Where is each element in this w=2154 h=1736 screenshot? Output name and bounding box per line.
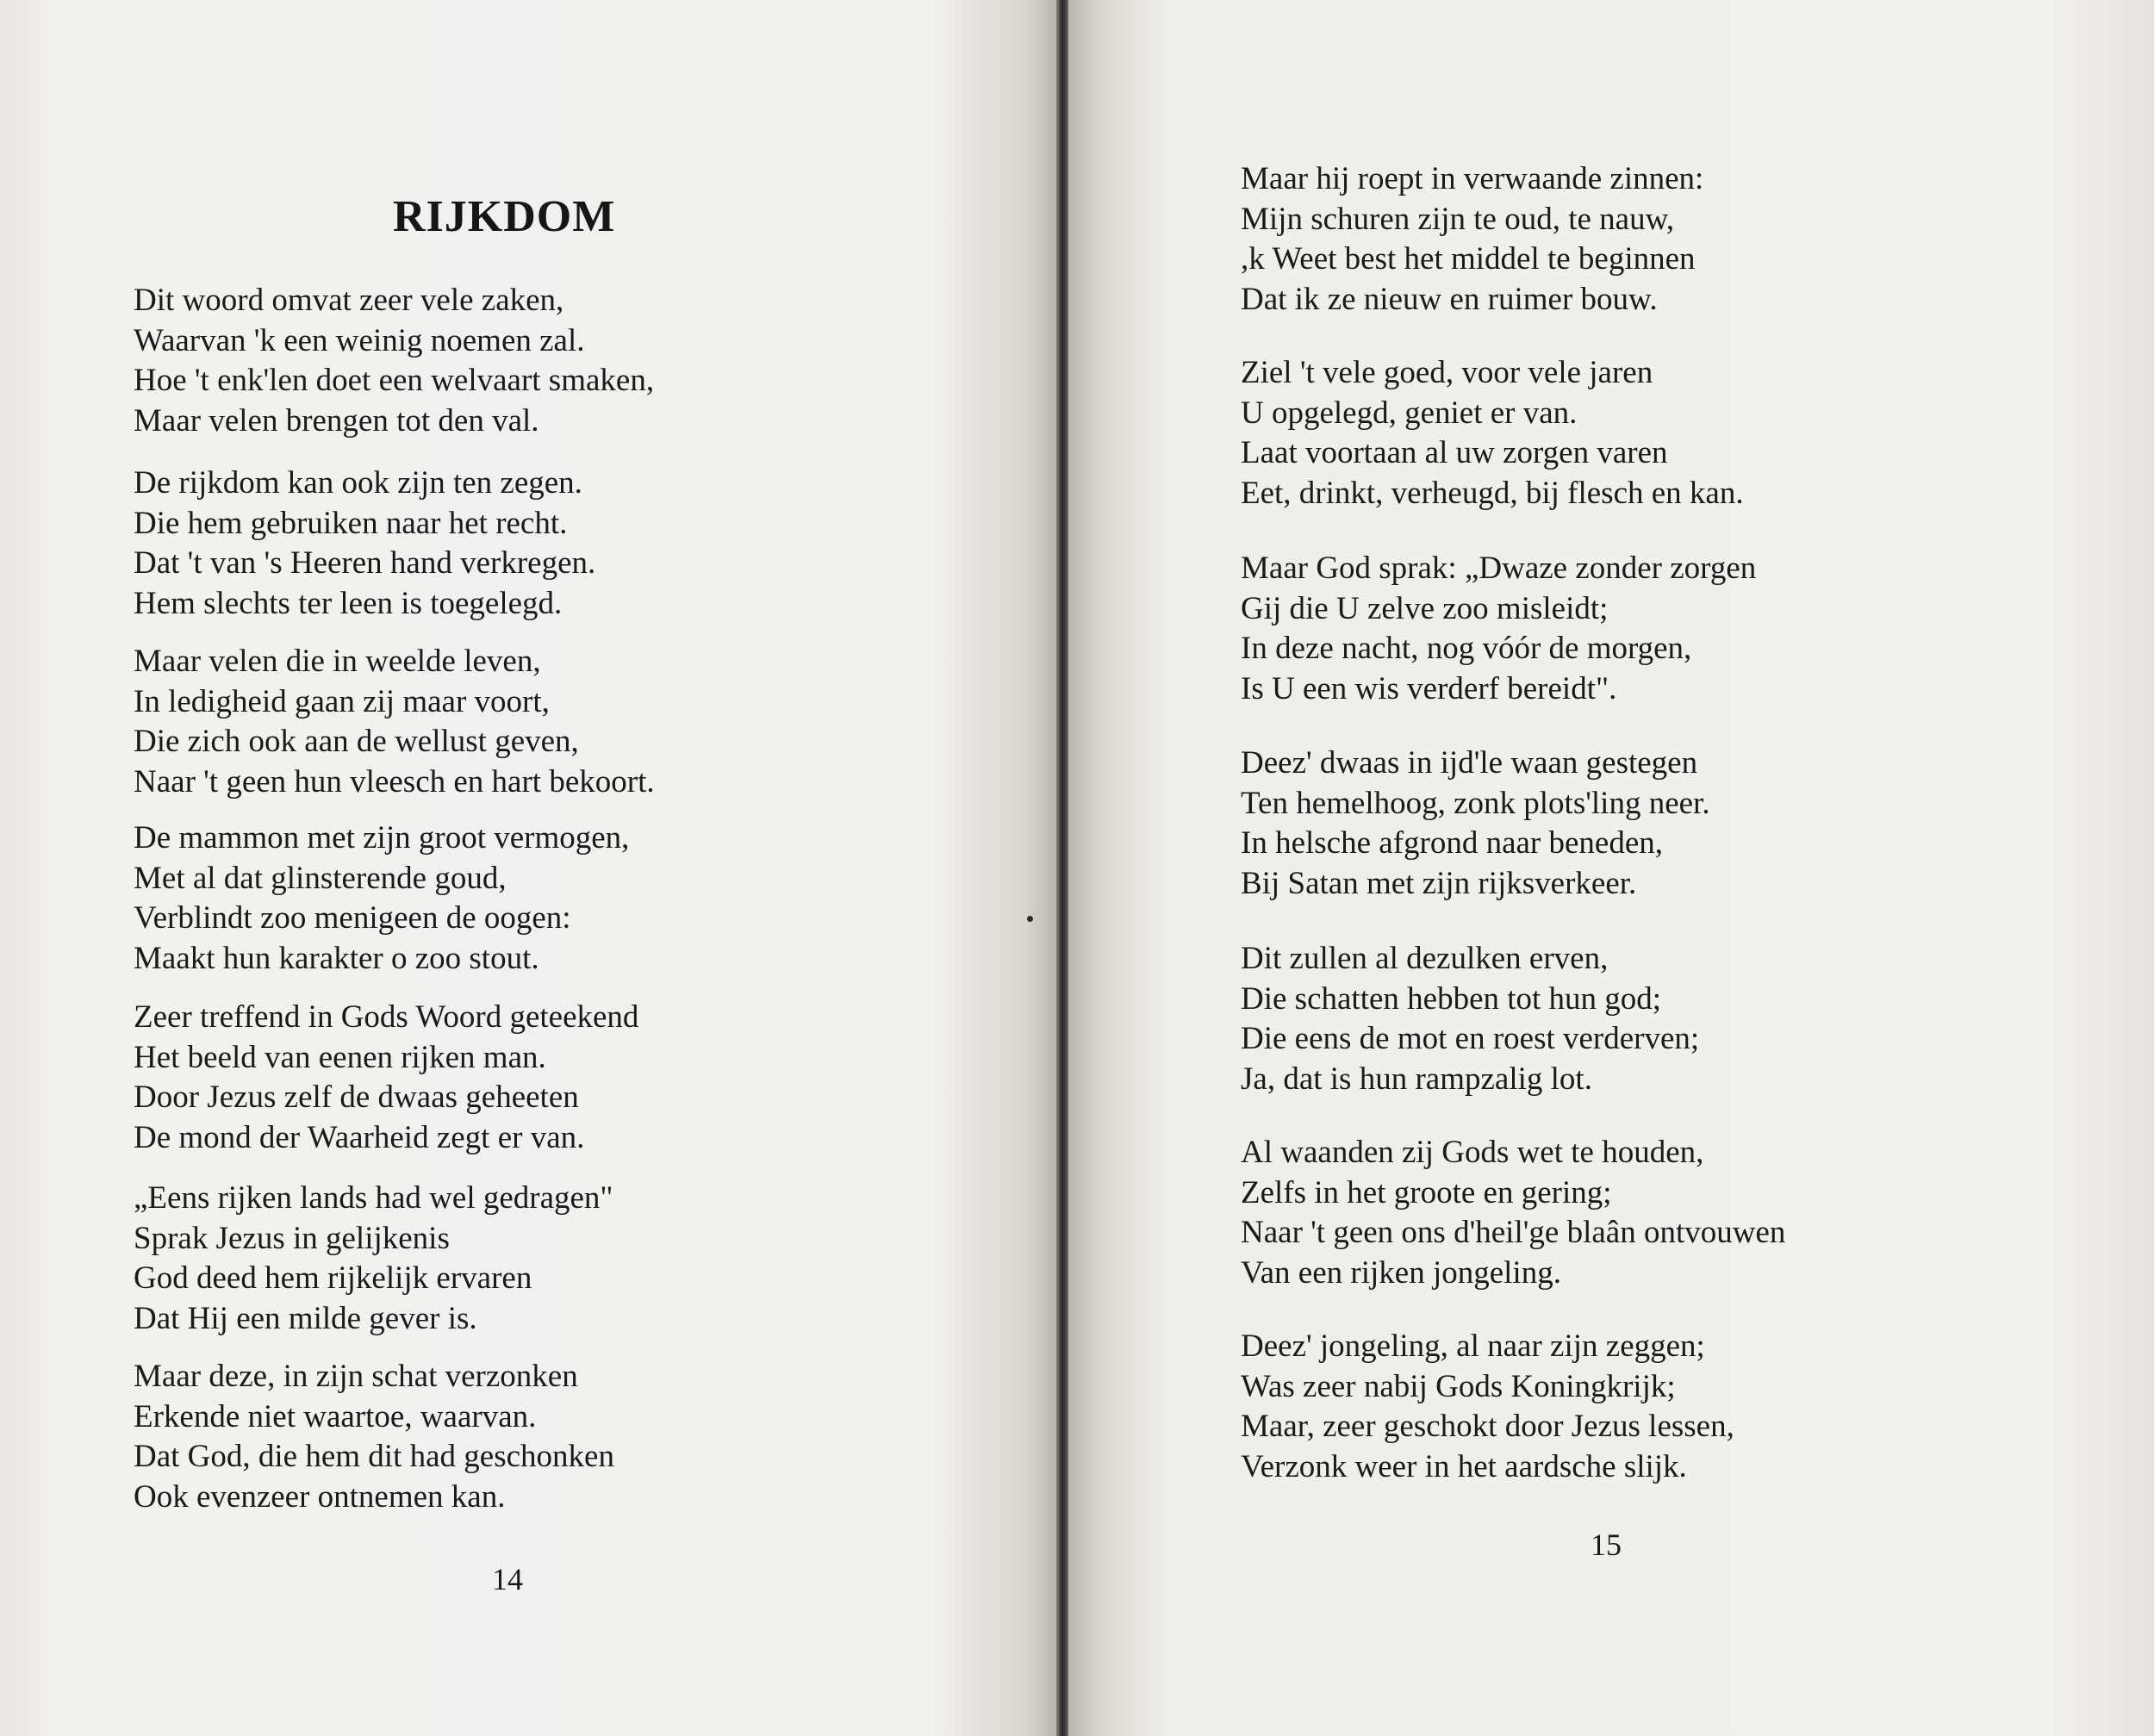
right-page bbox=[1068, 0, 2154, 1736]
poem-line: Laat voortaan al uw zorgen varen bbox=[1241, 435, 1668, 470]
poem-line: Verzonk weer in het aardsche slijk. bbox=[1241, 1448, 1687, 1484]
poem-line: Maar, zeer geschokt door Jezus lessen, bbox=[1241, 1409, 1734, 1444]
poem-line: Maar deze, in zijn schat verzonken bbox=[134, 1359, 578, 1394]
left-stanza-4 bbox=[134, 818, 629, 979]
left-stanza-5 bbox=[134, 998, 638, 1158]
poem-line: Dat God, die hem dit had geschonken bbox=[134, 1439, 614, 1474]
poem-line: ,k Weet best het middel te beginnen bbox=[1241, 241, 1696, 277]
left-stanza-7 bbox=[134, 1357, 614, 1517]
poem-line: Hem slechts ter leen is toegelegd. bbox=[134, 585, 563, 621]
right-stanza-6 bbox=[1241, 1133, 1785, 1293]
right-stanza-1 bbox=[1241, 159, 1703, 320]
page-number-right: 15 bbox=[1591, 1528, 1622, 1562]
left-stanza-6 bbox=[134, 1179, 613, 1339]
poem-line: Dit woord omvat zeer vele zaken, bbox=[134, 283, 564, 318]
left-page bbox=[0, 0, 1058, 1736]
poem-line: Gij die U zelve zoo misleidt; bbox=[1241, 590, 1609, 626]
poem-line: Mijn schuren zijn te oud, te nauw, bbox=[1241, 201, 1675, 237]
poem-line: Eet, drinkt, verheugd, bij flesch en kan. bbox=[1241, 475, 1744, 511]
right-stanza-7 bbox=[1241, 1327, 1734, 1487]
poem-line: Maar velen brengen tot den val. bbox=[134, 402, 539, 439]
poem-line: Maakt hun karakter o zoo stout. bbox=[134, 940, 539, 976]
poem-line: Sprak Jezus in gelijkenis bbox=[134, 1220, 450, 1256]
poem-line: Maar velen die in weelde leven, bbox=[134, 644, 541, 679]
poem-line: Dat ik ze nieuw en ruimer bouw. bbox=[1241, 281, 1658, 317]
poem-line: Van een rijken jongeling. bbox=[1241, 1254, 1561, 1291]
poem-line: De rijkdom kan ook zijn ten zegen. bbox=[134, 465, 582, 501]
poem-line: Zeer treffend in Gods Woord geteekend bbox=[134, 999, 639, 1035]
poem-line: Door Jezus zelf de dwaas geheeten bbox=[134, 1080, 579, 1115]
right-stanza-5 bbox=[1241, 939, 1699, 1099]
poem-line: De mond der Waarheid zegt er van. bbox=[134, 1119, 585, 1155]
poem-line: Maar hij roept in verwaande zinnen: bbox=[1241, 161, 1704, 196]
poem-line: Zelfs in het groote en gering; bbox=[1241, 1174, 1612, 1210]
page-number-left: 14 bbox=[492, 1562, 523, 1596]
poem-line: Die hem gebruiken naar het recht. bbox=[134, 505, 568, 541]
poem-line: Naar 't geen ons d'heil'ge blaân ontvouwen bbox=[1241, 1215, 1786, 1250]
poem-line: „Eens rijken lands had wel gedragen" bbox=[134, 1180, 613, 1216]
poem-line: Was zeer nabij Gods Koningkrijk; bbox=[1241, 1368, 1676, 1404]
poem-line: Deez' jongeling, al naar zijn zeggen; bbox=[1241, 1328, 1705, 1364]
poem-line: Hoe 't enk'len doet een welvaart smaken, bbox=[134, 363, 655, 398]
poem-line: Het beeld van eenen rijken man. bbox=[134, 1039, 546, 1075]
left-stanza-2 bbox=[134, 464, 595, 624]
right-stanza-2 bbox=[1241, 353, 1744, 513]
poem-line: De mammon met zijn groot vermogen, bbox=[134, 820, 630, 856]
left-stanza-1 bbox=[134, 281, 654, 441]
poem-line: Bij Satan met zijn rijksverkeer. bbox=[1241, 865, 1637, 901]
poem-line: Al waanden zij Gods wet te houden, bbox=[1241, 1135, 1704, 1170]
poem-line: Met al dat glinsterende goud, bbox=[134, 860, 507, 896]
poem-line: Is U een wis verderf bereidt". bbox=[1241, 670, 1617, 706]
poem-line: In deze nacht, nog vóór de morgen, bbox=[1241, 631, 1692, 666]
poem-line: Verblindt zoo menigeen de oogen: bbox=[134, 900, 571, 936]
poem-line: Deez' dwaas in ijd'le waan gestegen bbox=[1241, 745, 1698, 781]
poem-line: Erkende niet waartoe, waarvan. bbox=[134, 1398, 537, 1434]
poem-title: RIJKDOM bbox=[393, 192, 616, 241]
poem-line: Dat Hij een milde gever is. bbox=[134, 1300, 477, 1336]
poem-line: Die eens de mot en roest verderven; bbox=[1241, 1021, 1700, 1056]
poem-line: God deed hem rijkelijk ervaren bbox=[134, 1260, 532, 1296]
poem-line: Ziel 't vele goed, voor vele jaren bbox=[1241, 355, 1653, 390]
poem-line: Dit zullen al dezulken erven, bbox=[1241, 941, 1609, 976]
poem-line: In ledigheid gaan zij maar voort, bbox=[134, 683, 550, 719]
poem-line: In helsche afgrond naar beneden, bbox=[1241, 825, 1664, 861]
right-stanza-3 bbox=[1241, 549, 1756, 709]
poem-line: Dat 't van 's Heeren hand verkregen. bbox=[134, 545, 596, 581]
poem-line: U opgelegd, geniet er van. bbox=[1241, 395, 1578, 431]
left-stanza-3 bbox=[134, 642, 655, 802]
poem-line: Die schatten hebben tot hun god; bbox=[1241, 980, 1662, 1017]
right-stanza-4 bbox=[1241, 744, 1710, 904]
paper-speck bbox=[1027, 916, 1033, 922]
poem-line: Ja, dat is hun rampzalig lot. bbox=[1241, 1061, 1592, 1097]
poem-line: Naar 't geen hun vleesch en hart bekoort. bbox=[134, 763, 655, 800]
poem-line: Ten hemelhoog, zonk plots'ling neer. bbox=[1241, 785, 1710, 821]
poem-line: Ook evenzeer ontnemen kan. bbox=[134, 1478, 506, 1515]
poem-line: Maar God sprak: „Dwaze zonder zorgen bbox=[1241, 551, 1757, 586]
poem-line: Die zich ook aan de wellust geven, bbox=[134, 724, 579, 759]
poem-line: Waarvan 'k een weinig noemen zal. bbox=[134, 322, 585, 358]
